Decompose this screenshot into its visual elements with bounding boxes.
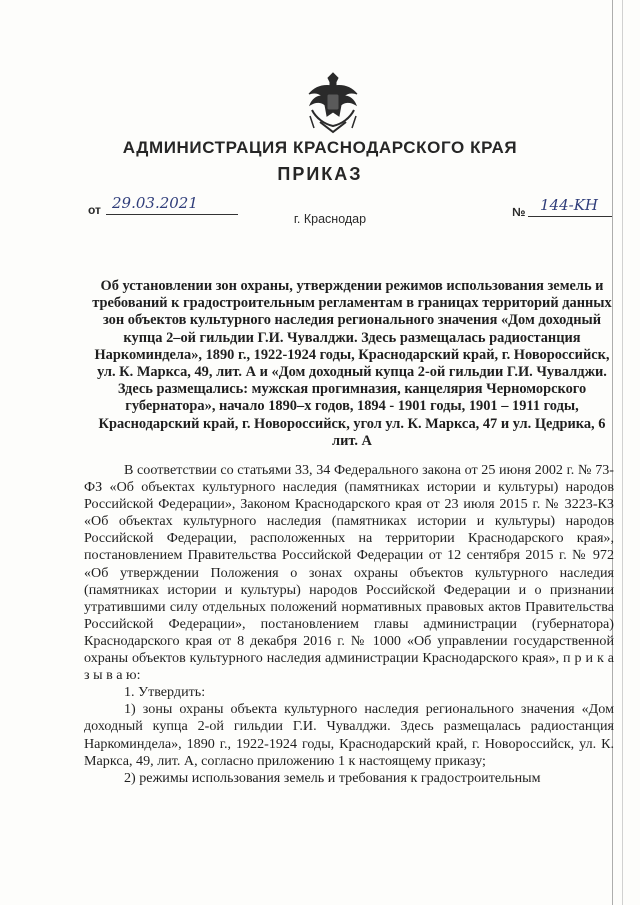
city-label: г. Краснодар xyxy=(293,212,367,226)
body-paragraph: В соответствии со статьями 33, 34 Федерального закона от 25 июня 2002 г. № 73-ФЗ «Об объектах культурного наследия (памятниках истории и культуры) народов Российской Федерации», Законом Краснодарского края от 23 июля 2015 г. № 3223-КЗ «Об объектах культурного наследия (памятниках истории и культуры) народов Российской Федерации, расположенных на территории Краснодарского края», постановлением Правительства Российской Федерации от 12 сентября 2015 г. № 972 «Об утверждении Положения о зонах охраны объектов культурного наследия (памятниках истории и культуры) народов Российской Федерации и о признании утратившими силу отдельных положений нормативных правовых актов Правительства Российской Федерации», постановлением главы администрации (губернатора) Краснодарского края от 8 декабря 2016 г. № 1000 «Об управлении государственной охраны объектов культурного наследия администрации Краснодарского края», п р и к а з ы в а ю: xyxy=(84,462,614,684)
body-paragraph: 2) режимы использования земель и требования к градостроительным xyxy=(124,769,541,786)
document-heading: Об установлении зон охраны, утверждении режимов использования земель и требований к градостроительным регламентам в границах территорий данных зон объектов культурного наследия регионального значения «Дом доходный купца 2–ой гильдии Г.И. Чувалджи. Здесь размещалась радиостанция Наркоминдела», 1890 г., 1922-1924 годы, Краснодарский край, г. Новороссийск, ул. К. Маркса, 49, лит. А и «Дом доходный купца 2-ой гильдии Г.И. Чувалджи. Здесь размещались: мужская прогимназия, канцелярия Черноморского губернатора», начало 1890–х годов, 1894 - 1901 годы, 1901 – 1911 годы, Краснодарский край, г. Новороссийск, угол ул. К. Маркса, 47 и ул. Цедрика, 6 лит. А xyxy=(92,278,612,449)
date-prefix: от xyxy=(88,203,101,217)
body-paragraph: 1) зоны охраны объекта культурного наследия регионального значения «Дом доходный купца 2-ой гильдии Г.И. Чувалджи. Здесь размещалась радиостанция Наркоминдела», 1890 г., 1922-1924 годы, Краснодарский край, г. Новороссийск, ул. К. Маркса, 49, лит. А, согласно приложению 1 к настоящему приказу; xyxy=(84,701,614,769)
scan-edge-line xyxy=(622,0,623,905)
document-body xyxy=(84,462,614,787)
body-paragraph: 1. Утвердить: xyxy=(124,684,206,701)
coat-of-arms-emblem xyxy=(300,72,366,136)
number-handwritten: 144-KH xyxy=(540,196,598,214)
organization-name: АДМИНИСТРАЦИЯ КРАСНОДАРСКОГО КРАЯ xyxy=(122,138,518,157)
number-prefix: № xyxy=(512,205,526,219)
date-handwritten: 29.03.2021 xyxy=(112,194,198,212)
number-underline xyxy=(528,216,612,217)
document-type: ПРИКАЗ xyxy=(277,164,363,184)
